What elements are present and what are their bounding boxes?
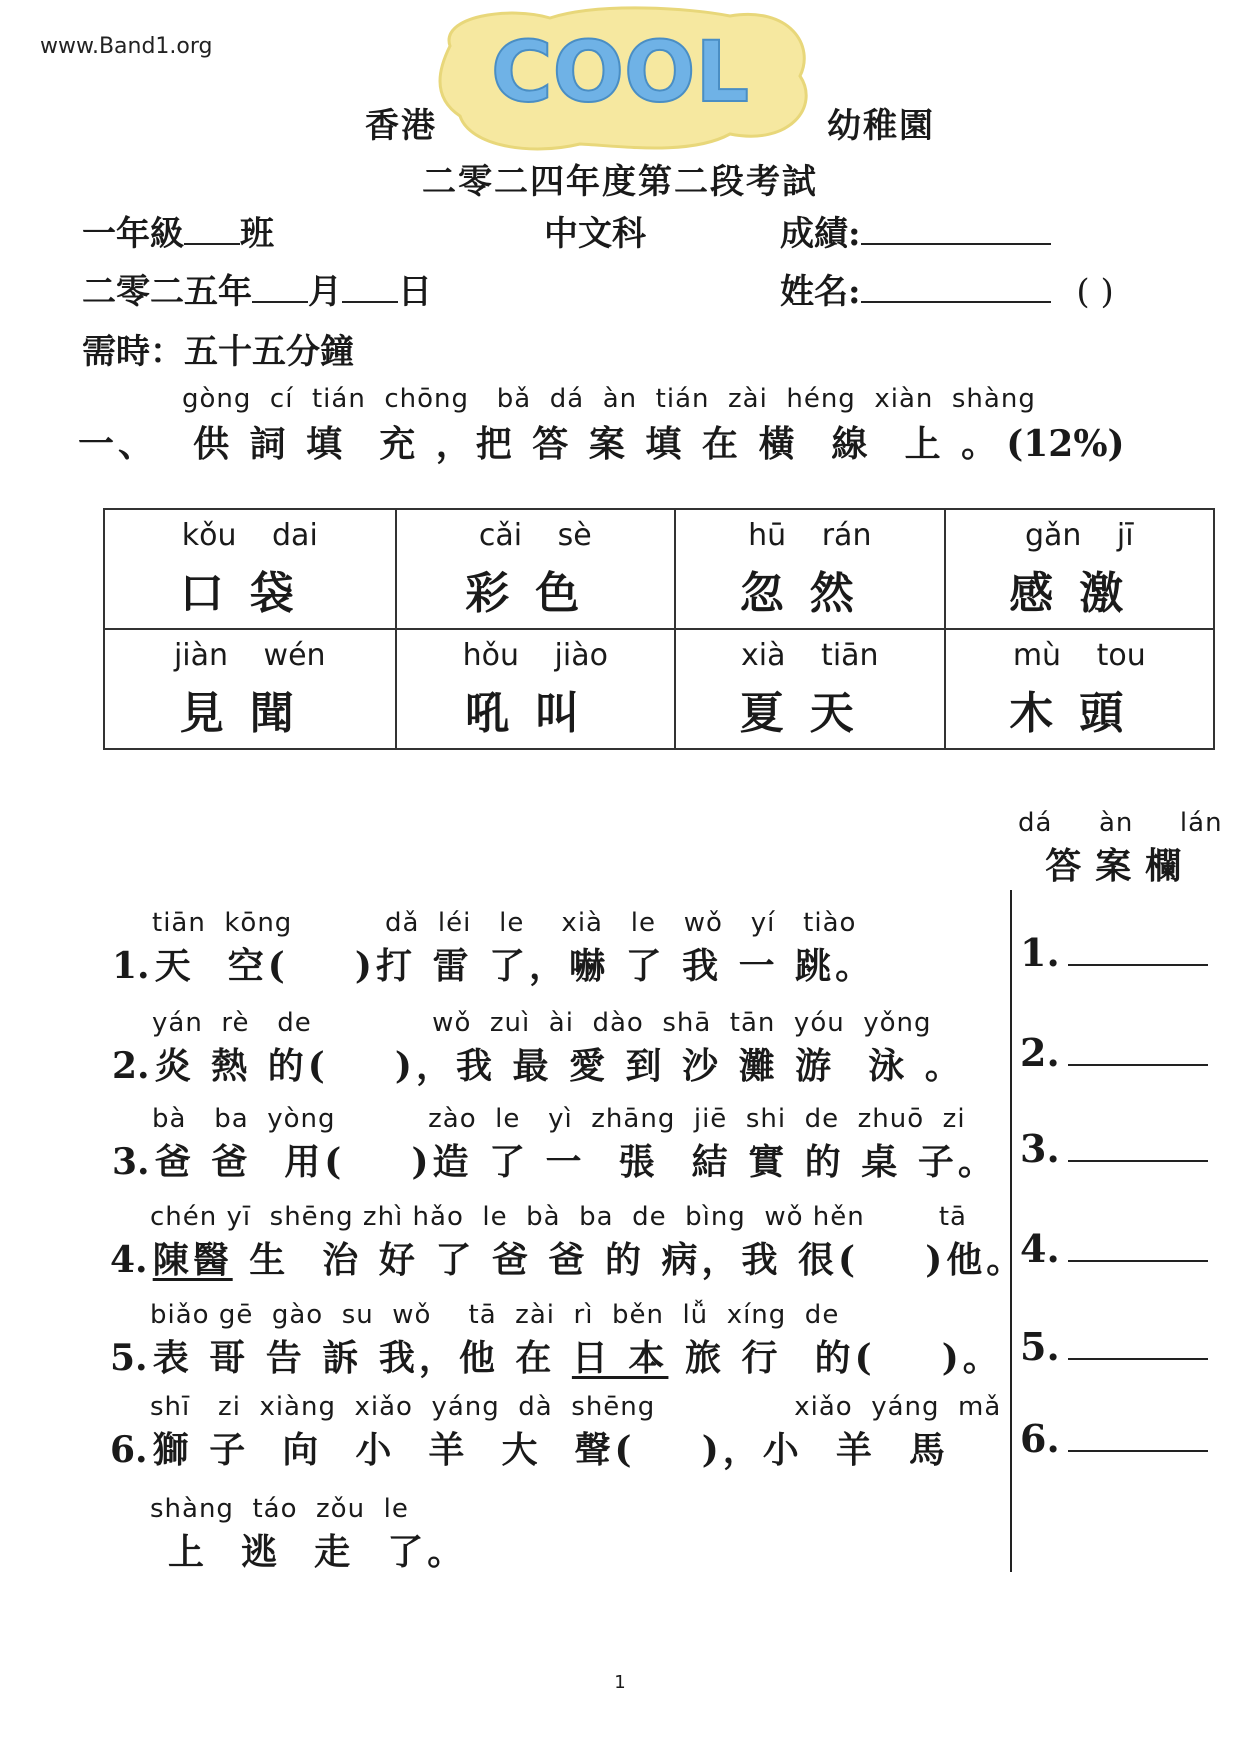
underlined-place: 日 本 [571, 1337, 669, 1379]
question-text: 獅 子 向 小 羊 大 聲( )，小 羊 馬 [152, 1429, 949, 1471]
word-bank-cell [675, 509, 944, 629]
word-pinyin: kǒu dai [181, 517, 318, 553]
section1-title: 供 詞 填 充 ，把 答 案 填 在 橫 線 上 。 [193, 423, 1002, 465]
date-field [82, 264, 432, 313]
answer-column-header [1018, 808, 1223, 889]
question-6 [110, 1422, 949, 1473]
school-suffix: 幼稚園 [827, 106, 935, 146]
question-text-start: 表 哥 告 訴 我，他 在 [152, 1337, 572, 1379]
question-4 [110, 1232, 1026, 1283]
answer-line[interactable] [1068, 1358, 1208, 1360]
answer-column-divider [1010, 890, 1012, 1572]
question-text: 爸 爸 用( )造 了 一 張 結 實 的 桌 子。 [154, 1141, 998, 1183]
answer-line[interactable] [1068, 1064, 1208, 1066]
answer-label: 1. [1020, 930, 1060, 975]
date-year-label: 二零二五年 [82, 272, 252, 312]
question-text: 生 治 好 了 爸 爸 的 病，我 很( )他。 [232, 1239, 1027, 1281]
month-label: 月 [308, 272, 342, 312]
word-text: 吼叫 [465, 687, 606, 739]
answer-5[interactable] [1020, 1324, 1208, 1369]
word-text: 忽然 [739, 567, 880, 619]
month-blank[interactable] [252, 273, 308, 303]
exam-title: 二零二四年度第二段考試 [422, 162, 818, 202]
word-pinyin: hǒu jiào [462, 637, 608, 673]
subject-label: 中文科 [544, 214, 646, 254]
answer-label: 6. [1020, 1416, 1060, 1461]
class-number-paren: ( ) [1076, 272, 1114, 312]
question-number: 6. [110, 1429, 148, 1471]
answer-column-title: 答案欄 [1045, 845, 1196, 887]
day-blank[interactable] [342, 273, 398, 303]
question-number: 4. [110, 1239, 148, 1281]
question-1 [112, 938, 875, 989]
name-blank[interactable] [861, 273, 1051, 303]
answer-line[interactable] [1068, 1260, 1208, 1262]
answer-6[interactable] [1020, 1416, 1208, 1461]
name-label: 姓名: [780, 272, 861, 312]
question-text: 天 空( )打 雷 了，嚇 了 我 一 跳。 [154, 945, 876, 987]
answer-label: 4. [1020, 1226, 1060, 1271]
section1-number: 一、 [78, 423, 159, 465]
question-number: 1. [112, 945, 150, 987]
school-prefix: 香港 [365, 106, 437, 146]
word-pinyin: cǎi sè [478, 517, 592, 553]
question-text: 旅 行 的( )。 [668, 1337, 1003, 1379]
score-blank[interactable] [861, 215, 1051, 245]
question-5-pinyin: biǎo gē gào su wǒ tā zài rì běn lǚ xíng de [150, 1300, 840, 1330]
answer-column-pinyin: dá àn lán [1018, 808, 1223, 838]
grade-label: 一年級 [82, 214, 184, 254]
question-number: 2. [112, 1045, 150, 1087]
answer-3[interactable] [1020, 1126, 1208, 1171]
underlined-name: 陳醫 [152, 1239, 233, 1281]
website-label: www.Band1.org [40, 34, 213, 59]
answer-label: 5. [1020, 1324, 1060, 1369]
word-pinyin: hū rán [748, 517, 872, 553]
word-bank-row [104, 629, 1214, 749]
section1-marks: (12%) [1006, 423, 1125, 465]
question-3-pinyin: bà ba yòng zào le yì zhāng jiē shi de zhuō zi [152, 1104, 966, 1134]
answer-line[interactable] [1068, 964, 1208, 966]
logo-text: COOL [491, 23, 749, 121]
word-text: 感激 [1009, 567, 1150, 619]
question-2 [112, 1038, 965, 1089]
class-blank[interactable] [184, 215, 240, 245]
question-2-pinyin: yán rè de wǒ zuì ài dào shā tān yóu yǒng [152, 1008, 932, 1038]
word-pinyin: mù tou [1012, 637, 1146, 673]
page-number: 1 [614, 1672, 626, 1693]
question-3 [112, 1134, 998, 1185]
word-bank-cell [396, 509, 676, 629]
question-number: 3. [112, 1141, 150, 1183]
word-text: 夏天 [739, 687, 880, 739]
word-text: 彩色 [465, 567, 606, 619]
question-text: 炎 熱 的( )，我 最 愛 到 沙 灘 游 泳 。 [154, 1045, 965, 1087]
class-label: 班 [240, 214, 274, 254]
school-name [365, 98, 935, 147]
answer-label: 2. [1020, 1030, 1060, 1075]
word-bank-cell [675, 629, 944, 749]
answer-label: 3. [1020, 1126, 1060, 1171]
word-bank-row [104, 509, 1214, 629]
section1-heading [78, 416, 1125, 467]
time-limit: 需時：五十五分鐘 [82, 332, 354, 372]
score-field [780, 206, 1051, 255]
word-pinyin: xià tiān [741, 637, 879, 673]
word-text: 口袋 [179, 567, 320, 619]
score-label: 成績: [780, 214, 861, 254]
word-bank-cell [104, 629, 396, 749]
question-1-pinyin: tiān kōng dǎ léi le xià le wǒ yí tiào [152, 908, 857, 938]
question-number: 5. [110, 1337, 148, 1379]
question-5 [110, 1330, 1003, 1381]
grade-class-field [82, 206, 274, 255]
answer-4[interactable] [1020, 1226, 1208, 1271]
day-label: 日 [398, 272, 432, 312]
question-6-pinyin: shī zi xiàng xiǎo yáng dà shēng xiǎo yáng mǎ [150, 1392, 1002, 1422]
name-field [780, 264, 1114, 313]
question-6-continued-pinyin: shàng táo zǒu le [150, 1494, 409, 1524]
word-text: 見聞 [179, 687, 320, 739]
word-bank-cell [945, 629, 1214, 749]
word-bank-cell [945, 509, 1214, 629]
answer-line[interactable] [1068, 1160, 1208, 1162]
question-4-pinyin: chén yī shēng zhì hǎo le bà ba de bìng wǒ hěn tā [150, 1202, 967, 1232]
word-pinyin: jiàn wén [173, 637, 326, 673]
word-pinyin: gǎn jī [1024, 517, 1134, 553]
answer-1[interactable] [1020, 930, 1208, 975]
question-6-continued: 上 逃 走 了。 [168, 1531, 468, 1573]
answer-line[interactable] [1068, 1450, 1208, 1452]
word-bank-cell [104, 509, 396, 629]
word-bank-table [103, 508, 1215, 750]
section1-pinyin: gòng cí tián chōng bǎ dá àn tián zài héng xiàn shàng [182, 384, 1036, 414]
word-text: 木頭 [1009, 687, 1150, 739]
word-bank-cell [396, 629, 676, 749]
answer-2[interactable] [1020, 1030, 1208, 1075]
